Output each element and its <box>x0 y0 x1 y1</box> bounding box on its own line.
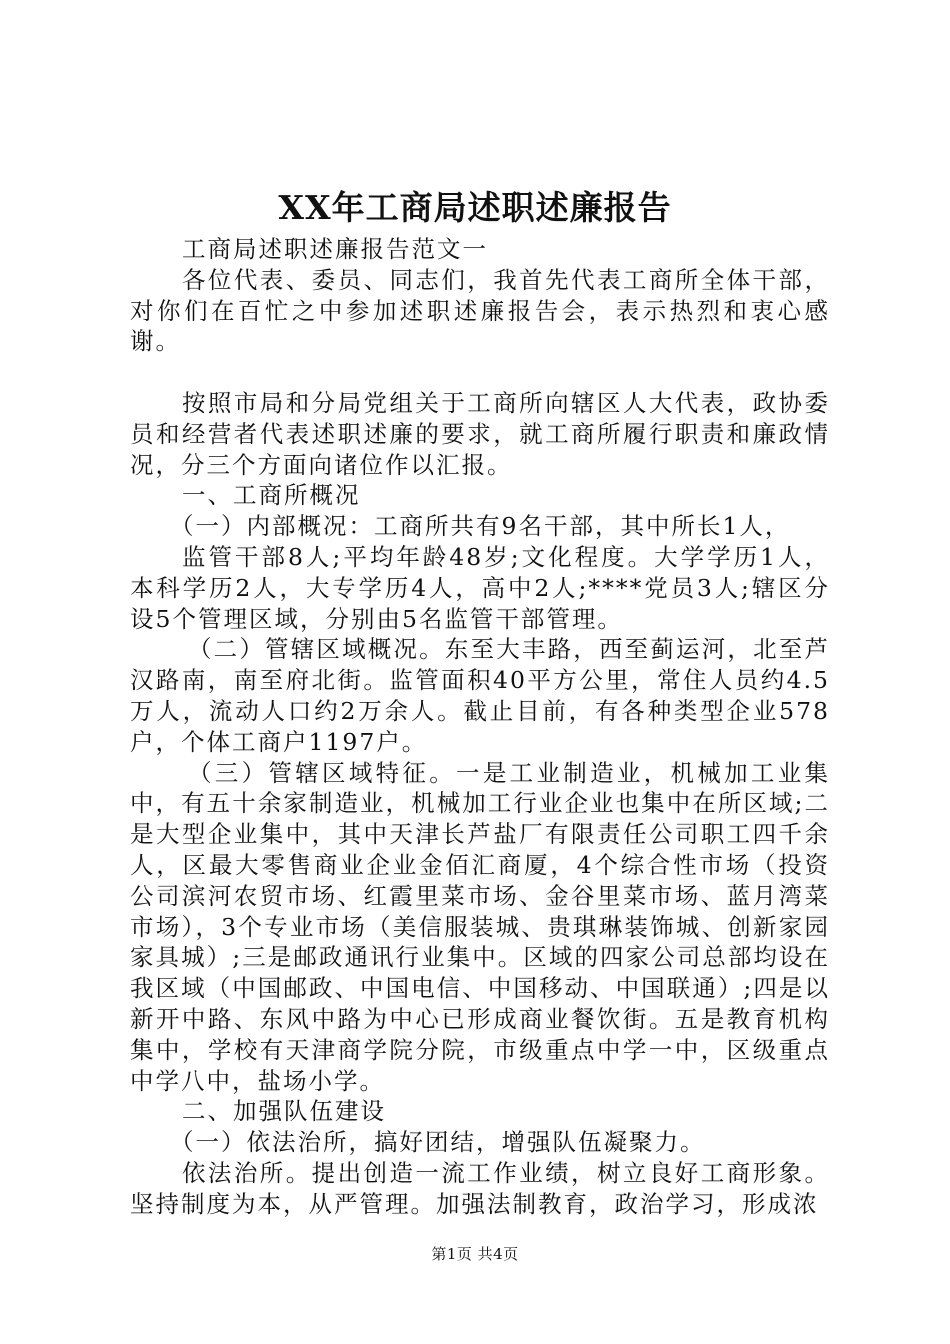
document-body <box>130 234 830 1220</box>
document-title: XX年工商局述职述廉报告 <box>278 188 672 227</box>
blank-line <box>130 357 830 388</box>
paragraph-subtitle: 工商局述职述廉报告范文一 <box>182 235 488 263</box>
paragraph-greeting: 各位代表、委员、同志们，我首先代表工商所全体干部，对你们在百忙之中参加述职述廉报告会，表示热烈和衷心感谢。 <box>130 265 830 356</box>
paragraph-rule-of-law: （一）依法治所，搞好团结，增强队伍凝聚力。 <box>170 1128 706 1157</box>
paragraph-jurisdiction-features: （三）管辖区域特征。一是工业制造业，机械加工业集中，有五十余家制造业，机械加工行业企业也集中在所区域;二是大型企业集中，其中天津长芦盐厂有限责任公司职工四千余人，区最大零售商业企业金佰汇商厦，4个综合性市场（投资公司滨河农贸市场、红霞里菜市场、金谷里菜市场、蓝月湾菜市场），3个专业市场（美信服装城、贵琪琳装饰城、创新家园家具城）;三是邮政通讯行业集中。区域的四家公司总部均设在我区域（中国邮政、中国电信、中国移动、中国联通）;四是以新开中路、东风中路为中心已形成商业餐饮街。五是教育机构集中，学校有天津商学院分院，市级重点中学一中，区级重点中学八中，盐场小学。 <box>130 758 830 1095</box>
paragraph-jurisdiction-overview: （二）管辖区域概况。东至大丰路，西至蓟运河，北至芦汉路南，南至府北街。监管面积40平方公里，常住人员约4.5万人，流动人口约2万余人。截止目前，有各种类型企业578户，个体工商户1197户。 <box>130 635 830 756</box>
paragraph-intro: 按照市局和分局党组关于工商所向辖区人大代表，政协委员和经营者代表述职述廉的要求，就工商所履行职责和廉政情况，分三个方面向诸位作以汇报。 <box>130 388 830 479</box>
paragraph-internal-overview: （一）内部概况：工商所共有9名干部，其中所长1人， <box>170 512 791 541</box>
section-heading-overview: 一、工商所概况 <box>182 481 361 510</box>
section-heading-team: 二、加强队伍建设 <box>182 1097 386 1126</box>
paragraph-staff-details: 监管干部8人;平均年龄48岁;文化程度。大学学历1人，本科学历2人，大专学历4人，高中2人;****党员3人;辖区分设5个管理区域，分别由5名监管干部管理。 <box>130 542 830 633</box>
page-footer: 第1页 共4页 <box>431 1245 519 1263</box>
paragraph-rule-of-law-detail: 依法治所。提出创造一流工作业绩，树立良好工商形象。坚持制度为本，从严管理。加强法制教育，政治学习，形成浓 <box>130 1158 830 1218</box>
